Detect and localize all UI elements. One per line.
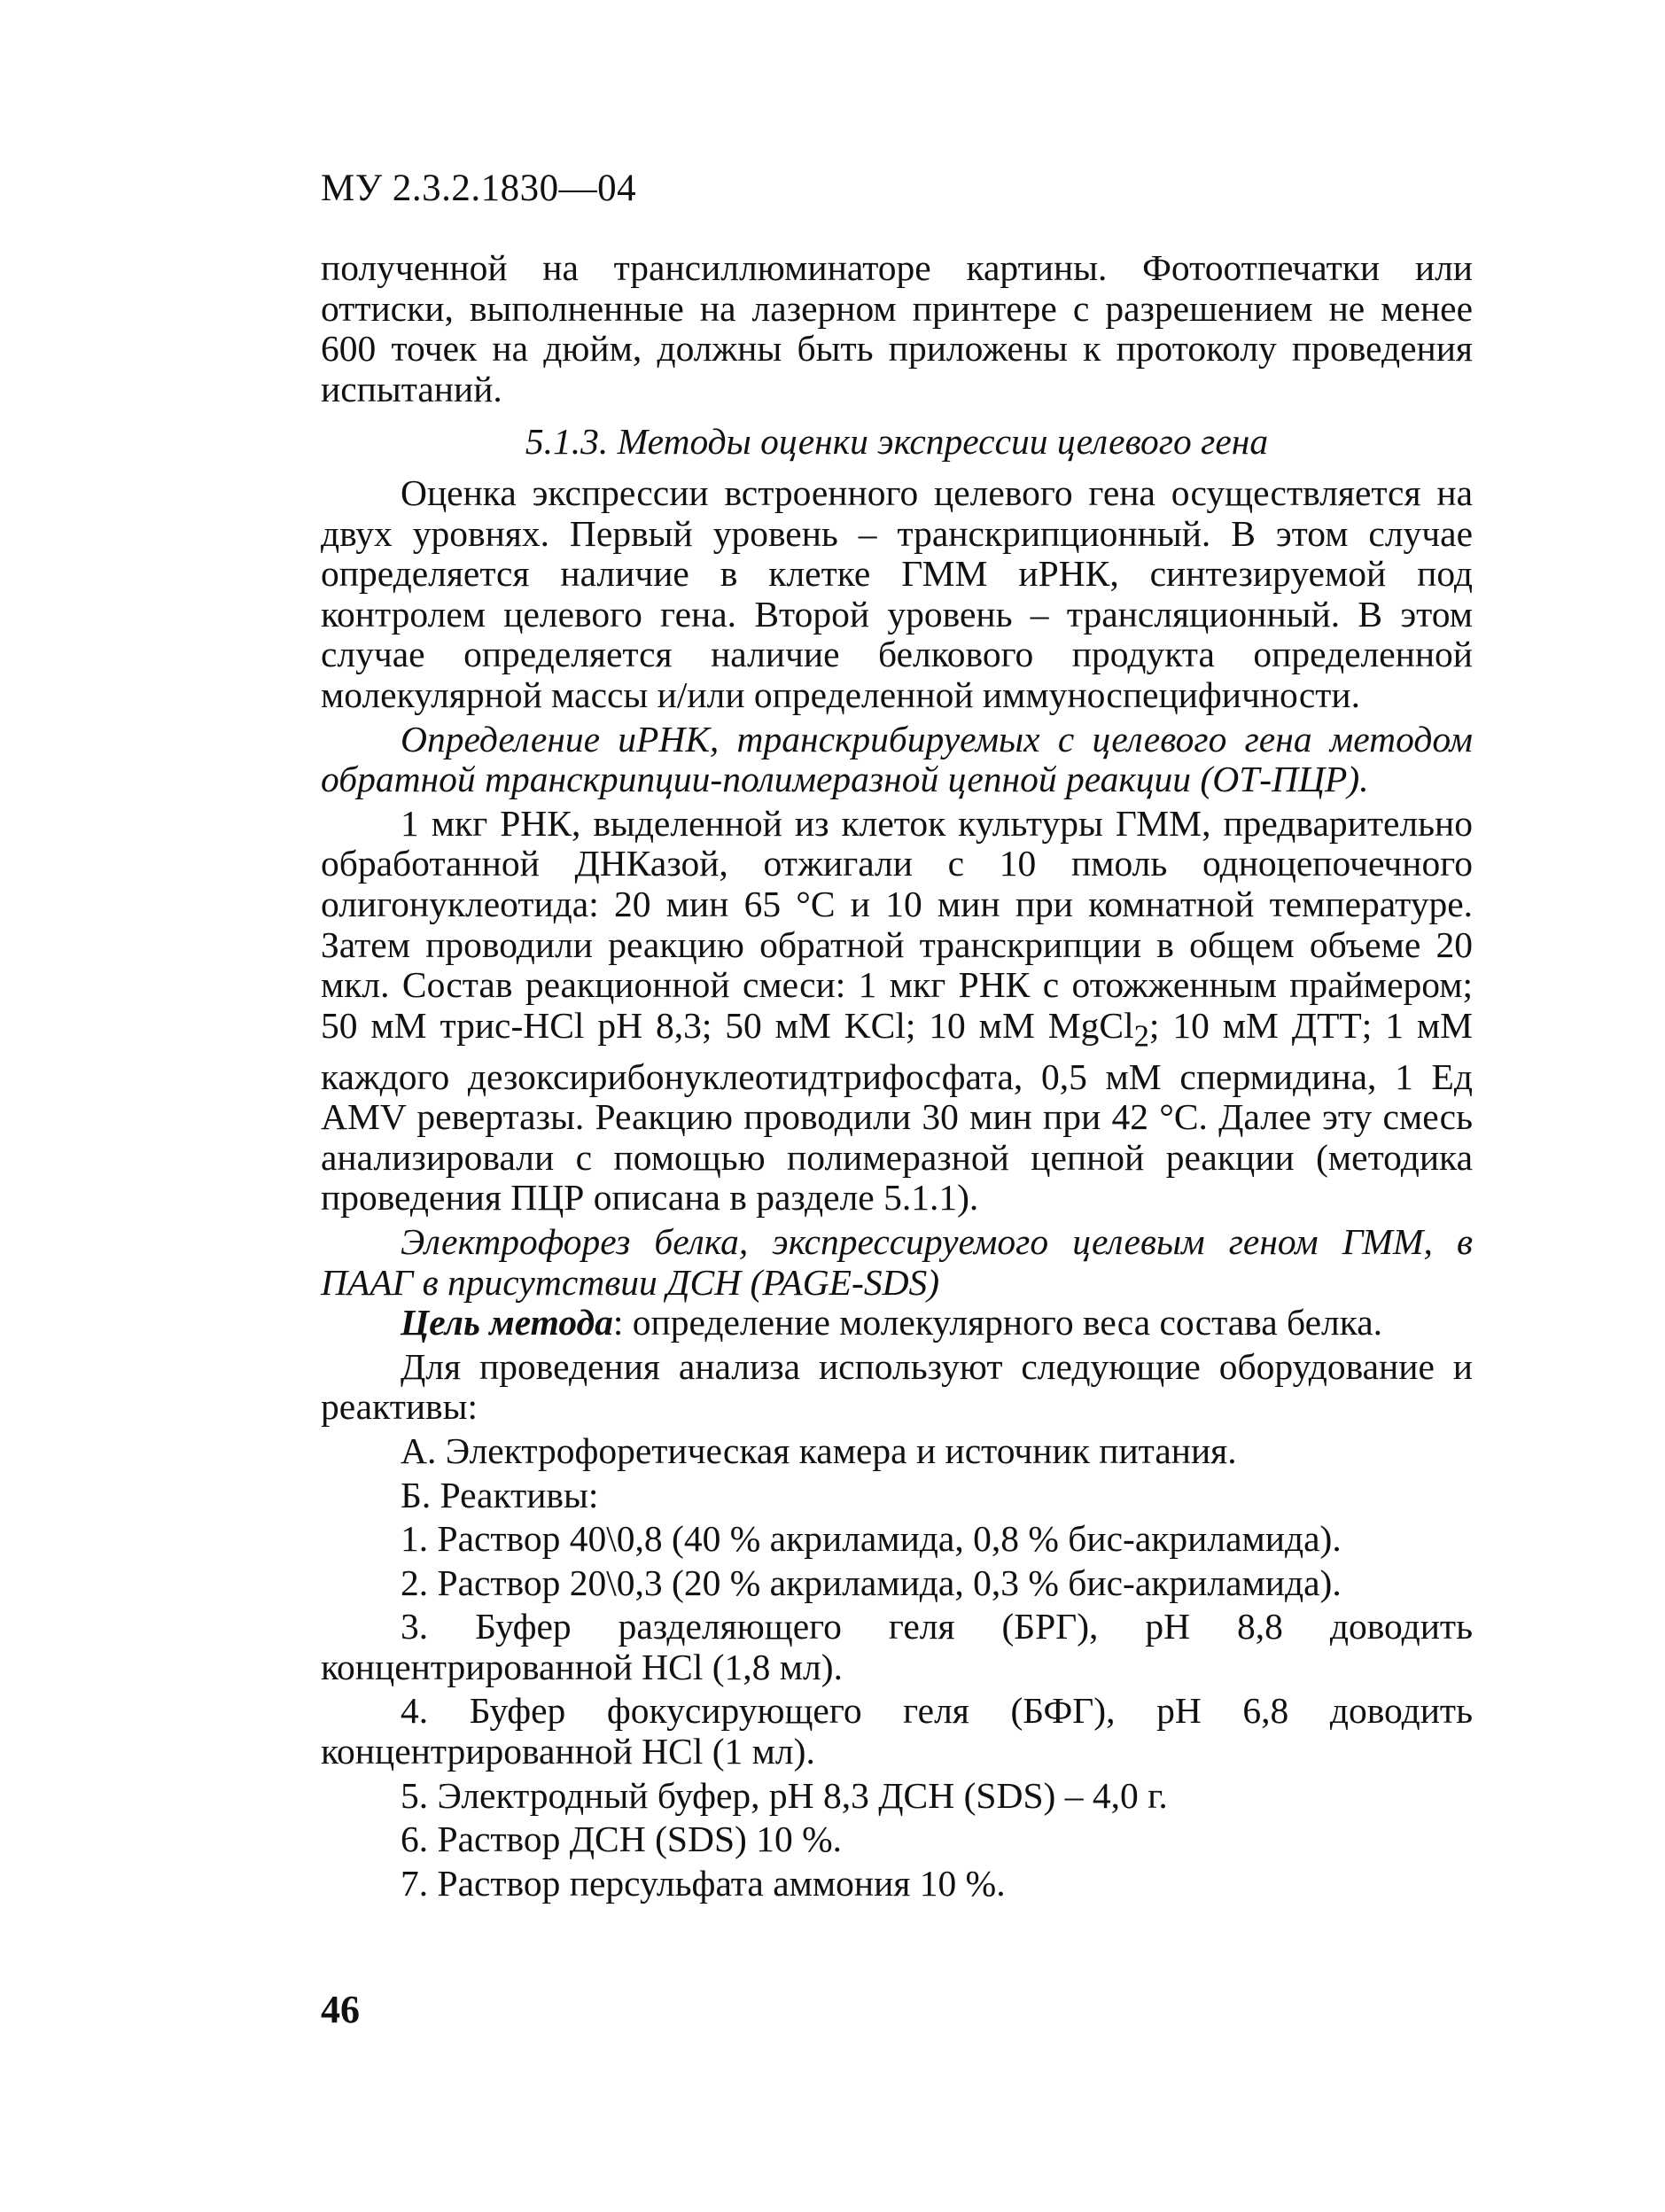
list-item-reagents-title: Б. Реактивы: — [401, 1474, 599, 1515]
page-number: 46 — [321, 1988, 360, 2031]
section-title: 5.1.3. Методы оценки экспрессии целевого гена — [525, 421, 1269, 463]
document-code-header: МУ 2.3.2.1830—04 — [321, 167, 637, 209]
rt-protocol-text-b: ; 10 мМ ДТТ; 1 мМ каждого дезоксирибонуклеотидтрифосфата, 0,5 мМ спермидина, 1 Ед AMV ревертазы. Реакцию проводили 30 мин при 42 °С. Далее эту смесь анализировали с помощью полимеразной цепной реакции (методика проведения ПЦР описана в разделе 5.1.1). — [321, 1004, 1473, 1219]
subheading-page-sds: Электрофорез белка, экспрессируемого целевым геном ГММ, в ПААГ в присутствии ДСН (PAGE-SDS) — [321, 1220, 1473, 1303]
rt-protocol-subscript: 2 — [1133, 1018, 1149, 1053]
goal-label: Цель метода — [401, 1302, 613, 1344]
reagent-item: 1. Раствор 40\0,8 (40 % акриламида, 0,8 % бис-акриламида). — [401, 1518, 1342, 1560]
list-item-equipment: А. Электрофоретическая камера и источник питания. — [401, 1429, 1237, 1471]
paragraph-continuation: полученной на трансиллюминаторе картины. Фотоотпечатки или оттиски, выполненные на лазерном принтере с разрешением не менее 600 точек на дюйм, должны быть приложены к протоколу проведения испытаний. — [321, 247, 1473, 409]
reagent-item: 7. Раствор персульфата аммония 10 %. — [401, 1862, 1006, 1904]
paragraph-equipment-intro: Для проведения анализа используют следующие оборудование и реактивы: — [321, 1345, 1473, 1428]
paragraph-expression-levels: Оценка экспрессии встроенного целевого гена осуществляется на двух уровнях. Первый уровень – транскрипционный. В этом случае определяется наличие в клетке ГММ иРНК, синтезируемой под контролем целевого гена. Второй уровень – трансляционный. В этом случае определяется наличие белкового продукта определенной молекулярной массы и/или определенной иммуноспецифичности. — [321, 471, 1473, 715]
reagent-item: 2. Раствор 20\0,3 (20 % акриламида, 0,3 % бис-акриламида). — [401, 1562, 1342, 1603]
paragraph-rt-protocol — [321, 804, 1473, 1219]
goal-text: : определение молекулярного веса состава белка. — [612, 1302, 1383, 1344]
reagent-item: 4. Буфер фокусирующего геля (БФГ), pH 6,8 доводить концентрированной HCl (1 мл). — [321, 1690, 1473, 1772]
reagent-item: 5. Электродный буфер, pH 8,3 ДСН (SDS) – 4,0 г. — [401, 1774, 1168, 1816]
reagent-item: 3. Буфер разделяющего геля (БРГ), pH 8,8 доводить концентрированной HCl (1,8 мл). — [321, 1606, 1473, 1687]
subheading-rt-pcr: Определение иРНК, транскрибируемых с целевого гена методом обратной транскрипции-полимеразной цепной реакции (ОТ-ПЦР). — [321, 718, 1473, 800]
document-body — [321, 248, 1473, 1904]
rt-protocol-text-a: 1 мкг РНК, выделенной из клеток культуры ГММ, предварительно обработанной ДНКазой, отжигали с 10 пмоль одноцепочечного олигонуклеотида: 20 мин 65 °С и 10 мин при комнатной температуре. Затем проводили реакцию обратной транскрипции в общем объеме 20 мкл. Состав реакционной смеси: 1 мкг РНК с отожженным праймером; 50 мМ трис-HCl pH 8,3; 50 мМ KCl; 10 мМ MgCl — [321, 802, 1473, 1046]
paragraph-method-goal — [321, 1303, 1473, 1344]
reagent-item: 6. Раствор ДСН (SDS) 10 %. — [401, 1819, 843, 1860]
